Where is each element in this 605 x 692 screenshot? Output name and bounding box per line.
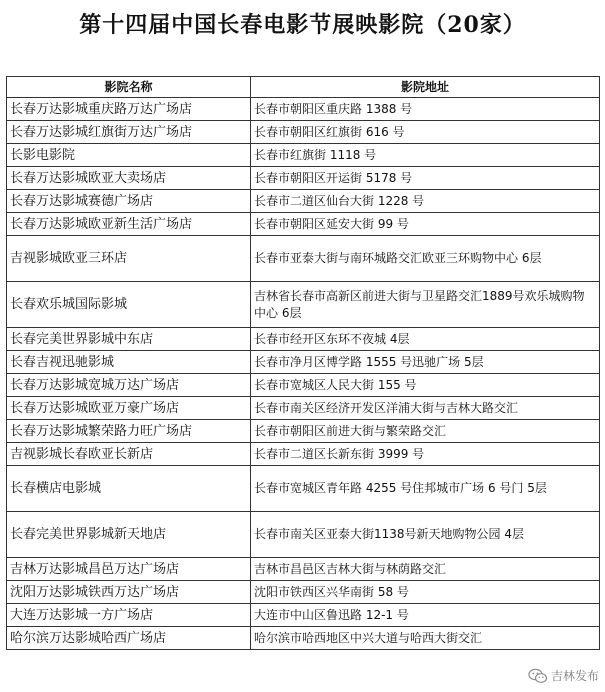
cinema-address: 长春市朝阳区前进大街与繁荣路交汇: [251, 420, 600, 443]
cinema-address: 长春市经开区东环不夜城 4层: [251, 328, 600, 351]
cinema-address: 长春市红旗街 1118 号: [251, 144, 600, 167]
table-row: [7, 397, 600, 420]
table-row: [7, 374, 600, 397]
table-row: [7, 466, 600, 512]
table-row: [7, 558, 600, 581]
cinema-address: 长春市朝阳区红旗街 616 号: [251, 121, 600, 144]
table-row: [7, 351, 600, 374]
cinema-name: 哈尔滨万达影城哈西广场店: [7, 627, 251, 650]
cinema-address: 长春市二道区长新东街 3999 号: [251, 443, 600, 466]
cinema-name: 长春完美世界影城新天地店: [7, 512, 251, 558]
cinema-name: 吉视影城欧亚三环店: [7, 236, 251, 282]
cinema-name: 长春完美世界影城中东店: [7, 328, 251, 351]
cinema-address: 长春市二道区仙台大街 1228 号: [251, 190, 600, 213]
table-header-row: [7, 77, 600, 98]
cinema-name: 长春横店电影城: [7, 466, 251, 512]
cinema-address: 吉林市昌邑区吉林大街与林荫路交汇: [251, 558, 600, 581]
wechat-icon: [528, 668, 548, 684]
table-row: [7, 190, 600, 213]
table-row: [7, 443, 600, 466]
cinema-name: 长春吉视迅驰影城: [7, 351, 251, 374]
header-cinema-address: 影院地址: [251, 77, 600, 98]
cinema-address: 长春市南关区经济开发区洋浦大街与吉林大路交汇: [251, 397, 600, 420]
cinema-name: 长春万达影城繁荣路力旺广场店: [7, 420, 251, 443]
cinema-name: 长春欢乐城国际影城: [7, 282, 251, 328]
table-row: [7, 512, 600, 558]
table-row: [7, 144, 600, 167]
cinema-address: 吉林省长春市高新区前进大街与卫星路交汇1889号欢乐城购物中心 6层: [251, 282, 600, 328]
header-cinema-name: 影院名称: [7, 77, 251, 98]
cinema-name: 大连万达影城一方广场店: [7, 604, 251, 627]
cinema-address: 沈阳市铁西区兴华南街 58 号: [251, 581, 600, 604]
cinema-address: 哈尔滨市哈西地区中兴大道与哈西大街交汇: [251, 627, 600, 650]
cinema-name: 长春万达影城红旗街万达广场店: [7, 121, 251, 144]
table-row: [7, 604, 600, 627]
cinema-address: 长春市宽城区青年路 4255 号住邦城市广场 6 号门 5层: [251, 466, 600, 512]
table-row: [7, 627, 600, 650]
cinema-address: 长春市宽城区人民大街 155 号: [251, 374, 600, 397]
cinema-name: 长春万达影城欧亚万豪广场店: [7, 397, 251, 420]
cinema-name: 吉林万达影城昌邑万达广场店: [7, 558, 251, 581]
cinema-name: 长春万达影城赛德广场店: [7, 190, 251, 213]
cinema-address: 大连市中山区鲁迅路 12-1 号: [251, 604, 600, 627]
table-row: [7, 328, 600, 351]
page-title: 第十四届中国长春电影节展映影院（20家）: [79, 12, 526, 38]
cinema-address: 长春市朝阳区开运街 5178 号: [251, 167, 600, 190]
cinema-address: 长春市朝阳区延安大街 99 号: [251, 213, 600, 236]
cinema-name: 长春万达影城欧亚大卖场店: [7, 167, 251, 190]
cinema-address: 长春市净月区博学路 1555 号迅驰广场 5层: [251, 351, 600, 374]
table-row: [7, 420, 600, 443]
table-row: [7, 282, 600, 328]
cinema-name: 长影电影院: [7, 144, 251, 167]
cinema-name: 沈阳万达影城铁西万达广场店: [7, 581, 251, 604]
table-row: [7, 167, 600, 190]
table-row: [7, 581, 600, 604]
cinema-name: 吉视影城长春欧亚长新店: [7, 443, 251, 466]
cinema-name: 长春万达影城重庆路万达广场店: [7, 98, 251, 121]
cinema-address: 长春市朝阳区重庆路 1388 号: [251, 98, 600, 121]
table-row: [7, 236, 600, 282]
cinema-name: 长春万达影城宽城万达广场店: [7, 374, 251, 397]
watermark: [528, 667, 599, 684]
cinema-name: 长春万达影城欧亚新生活广场店: [7, 213, 251, 236]
cinema-address: 长春市亚泰大街与南环城路交汇欧亚三环购物中心 6层: [251, 236, 600, 282]
table-row: [7, 213, 600, 236]
table-row: [7, 98, 600, 121]
cinema-address: 长春市南关区亚泰大街1138号新天地购物公园 4层: [251, 512, 600, 558]
table-row: [7, 121, 600, 144]
watermark-text: 吉林发布: [550, 669, 599, 683]
cinema-table: [6, 76, 600, 650]
